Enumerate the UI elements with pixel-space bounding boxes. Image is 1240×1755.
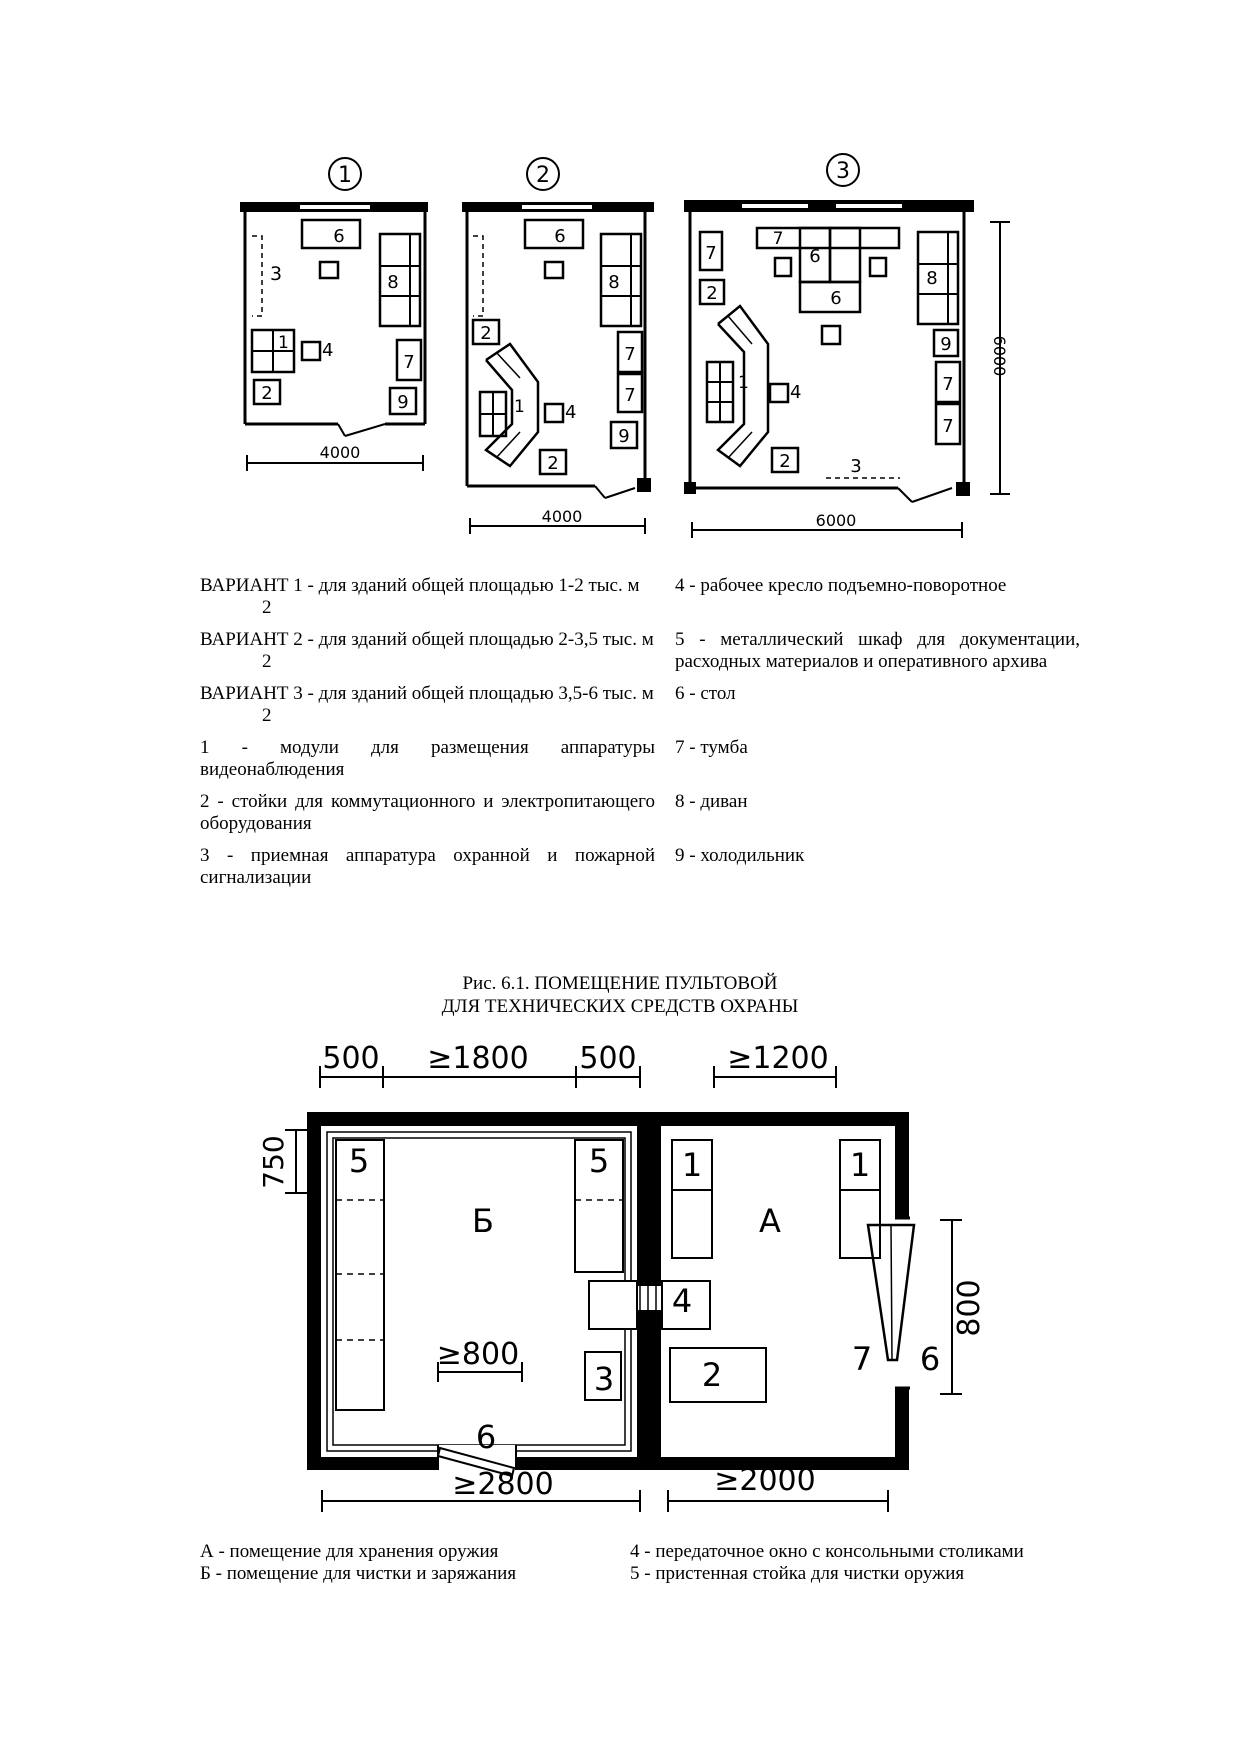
v1-label-modules: 1 (278, 333, 289, 353)
legend-right-text: 6 - стол (675, 683, 736, 704)
dim-top-3: 500 (579, 1041, 637, 1076)
variant-1-plan (240, 158, 428, 471)
label-table: 2 (701, 1356, 723, 1394)
v3-label-modules: 1 (738, 373, 749, 393)
legend-right-text: 4 - рабочее кресло подъемно-поворотное (675, 575, 1007, 596)
dim-bottom-1: ≥2800 (452, 1467, 554, 1502)
dim-right: 800 (952, 1279, 987, 1337)
v1-label-sofa: 8 (387, 272, 399, 293)
v2-label-racks-top: 2 (480, 323, 492, 344)
v2-label-pedestal-a: 7 (624, 344, 636, 365)
v1-dim-width: 4000 (319, 443, 361, 462)
legend-right-text: 4 - передаточное окно с консольными столиками (630, 1541, 1024, 1562)
v1-label-receiver: 3 (270, 263, 283, 285)
dim-bottom-2: ≥2000 (714, 1463, 816, 1498)
legend-row (200, 1541, 1100, 1563)
figure-floor-plans (0, 0, 1240, 560)
dim-top-4: ≥1200 (727, 1041, 829, 1076)
label-box: 3 (593, 1360, 615, 1398)
legend-row (200, 845, 1080, 899)
v1-label-chair: 4 (322, 340, 334, 361)
v2-label-chair: 4 (565, 402, 577, 423)
label-door-a: 6 (919, 1340, 941, 1378)
label-stand-right: 5 (588, 1142, 610, 1180)
figure-caption (0, 972, 1240, 1018)
legend-left-text: А - помещение для хранения оружия (200, 1541, 499, 1562)
v2-label-racks-bottom: 2 (547, 453, 559, 474)
v2-dim-width: 4000 (541, 507, 583, 526)
label-room-a: А (759, 1202, 781, 1240)
v3-label-pedestal-a: 7 (942, 374, 954, 395)
v3-label-sofa: 8 (926, 268, 938, 289)
legend-left-text: ВАРИАНТ 1 - для зданий общей площадью 1-2 тыс. м (200, 575, 640, 596)
legend-right-text: 7 - тумба (675, 737, 748, 758)
dim-top-2: ≥1800 (427, 1041, 529, 1076)
v3-label-table-a: 6 (809, 246, 821, 267)
legend-row (200, 683, 1080, 737)
label-window: 4 (671, 1282, 693, 1320)
variant-3-plan (684, 154, 1010, 538)
label-grille: 7 (851, 1340, 873, 1378)
label-room-b: Б (472, 1202, 494, 1240)
legend-left-text: 1 - модули для размещения аппаратуры видеонаблюдения (200, 737, 655, 780)
v3-label-racks-top: 2 (706, 283, 718, 304)
v2-label-pedestal-b: 7 (624, 385, 636, 406)
legend-row (200, 737, 1080, 791)
legend-row (200, 791, 1080, 845)
legend-left-text: ВАРИАНТ 2 - для зданий общей площадью 2-3,5 тыс. м (200, 629, 654, 650)
v1-label-racks: 2 (261, 383, 273, 404)
v2-label-table: 6 (554, 226, 566, 247)
caption-line-1: Рис. 6.1. ПОМЕЩЕНИЕ ПУЛЬТОВОЙ (462, 973, 778, 994)
v2-label-sofa: 8 (608, 272, 620, 293)
variant-2-plan (462, 158, 654, 534)
legend-left-text: ВАРИАНТ 3 - для зданий общей площадью 3,5-6 тыс. м (200, 683, 654, 704)
v3-dim-width: 6000 (815, 511, 857, 530)
label-stand-left: 5 (348, 1142, 370, 1180)
legend-row (200, 1563, 1100, 1585)
v2-label-fridge: 9 (618, 426, 630, 447)
label-cabinet-a-left: 1 (681, 1146, 703, 1184)
v1-label-table: 6 (333, 226, 345, 247)
legend-right-text: 5 - пристенная стойка для чистки оружия (630, 1563, 965, 1584)
legend-superscript: 2 (262, 651, 272, 672)
v1-label-pedestal: 7 (403, 352, 415, 373)
v3-dim-height: 6000 (990, 335, 1009, 377)
v3-label-chair: 4 (790, 382, 802, 403)
v3-label-receiver: 3 (850, 456, 862, 477)
label-cabinet-a-right: 1 (849, 1146, 871, 1184)
variant-2-number: 2 (536, 163, 550, 188)
legend-right-text: 5 - металлический шкаф для документации, расходных материалов и оперативного архива (675, 629, 1080, 672)
legend-armoury (200, 1541, 1100, 1585)
legend-left-text: Б - помещение для чистки и заряжания (200, 1563, 517, 1584)
v2-label-modules: 1 (514, 397, 525, 417)
v3-label-racks-bottom: 2 (779, 451, 791, 472)
legend-right-text: 8 - диван (675, 791, 748, 812)
legend-left-text: 2 - стойки для коммутационного и электропитающего оборудования (200, 791, 655, 834)
dim-left: 750 (257, 1135, 290, 1189)
legend-superscript: 2 (262, 597, 272, 618)
dim-top-1: 500 (322, 1041, 380, 1076)
v3-label-fridge: 9 (940, 334, 952, 355)
legend-row (200, 629, 1080, 683)
v3-label-pedestal-b: 7 (942, 416, 954, 437)
dim-door: ≥800 (436, 1337, 520, 1372)
caption-line-2: ДЛЯ ТЕХНИЧЕСКИХ СРЕДСТВ ОХРАНЫ (441, 996, 799, 1017)
v3-label-table-b: 6 (830, 288, 842, 309)
variant-3-number: 3 (836, 159, 850, 184)
v3-label-pedestal-top: 7 (705, 243, 717, 264)
legend-right-text: 9 - холодильник (675, 845, 805, 866)
figure-armoury-plan (0, 1030, 1240, 1530)
v1-label-fridge: 9 (397, 392, 409, 413)
variant-1-number: 1 (338, 163, 352, 188)
v3-label-table-small: 7 (772, 229, 784, 249)
legend-superscript: 2 (262, 705, 272, 726)
legend-row (200, 575, 1080, 629)
legend-left-text: 3 - приемная аппаратура охранной и пожарной сигнализации (200, 845, 655, 888)
label-door-b: 6 (475, 1418, 497, 1456)
legend-variants (200, 575, 1080, 899)
